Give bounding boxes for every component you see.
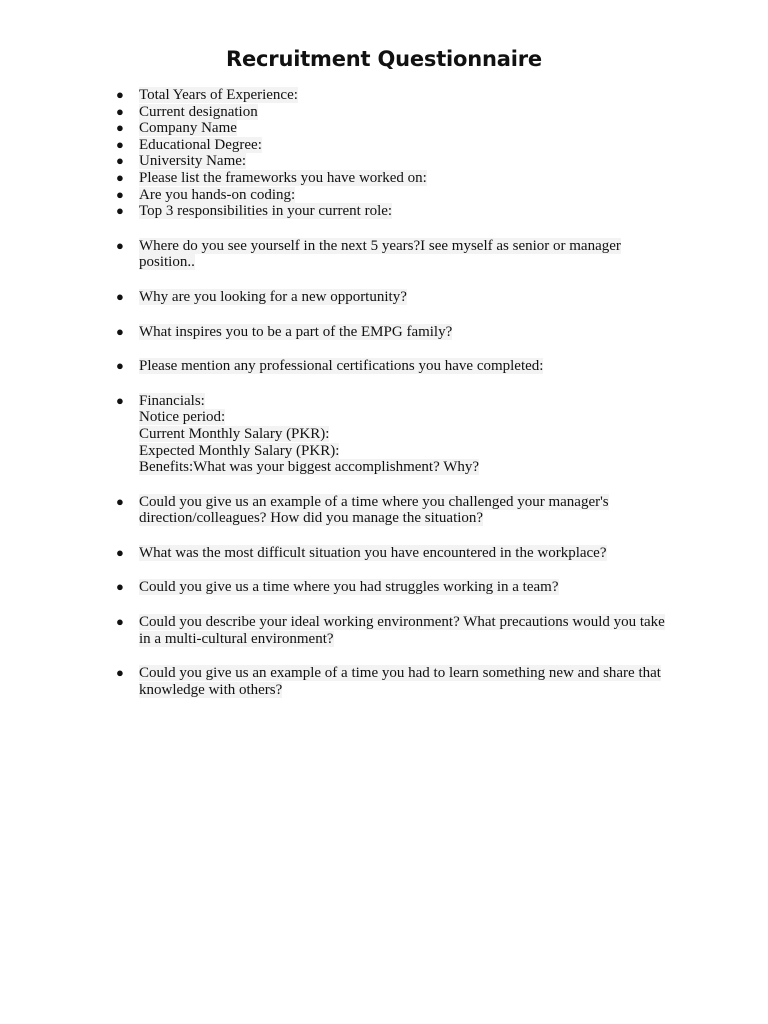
list-item [112,170,672,187]
list-item-text: Are you hands-on coding: [139,186,296,203]
list-item-text: Could you give us an example of a time where you challenged your manager's direction/colleagues? How did you manage the situation? [139,493,609,527]
list-item-text: Financials: [139,392,205,409]
bullet-icon: ● [116,614,124,630]
list-item-text: What inspires you to be a part of the EMPG family? [139,323,453,340]
list-item [112,579,672,596]
list-item [112,120,672,137]
list-item-text: Please list the frameworks you have worked on: [139,169,427,186]
list-item-text: Could you describe your ideal working environment? What precautions would you take in a multi-cultural environment? [139,614,665,647]
list-item-text: Total Years of Experience: [139,87,298,103]
bullet-icon: ● [116,579,124,595]
list-item [112,665,672,698]
list-item [112,545,672,562]
bullet-icon: ● [116,288,124,304]
list-item-text: Could you give us a time where you had struggles working in a team? [139,579,559,596]
bullet-icon: ● [116,87,124,102]
list-item-text: Why are you looking for a new opportunity? [139,288,407,305]
list-item-text: Benefits:What was your biggest accomplishment? Why? [139,459,480,476]
bullet-icon: ● [116,136,124,152]
list-item [112,393,672,476]
list-item-text: Notice period: [139,409,226,426]
bullet-icon: ● [116,237,124,253]
list-item [112,358,672,375]
list-item-text: Could you give us an example of a time you had to learn something new and share that knowledge with others? [139,665,661,698]
list-item [112,203,672,220]
list-item-text: Company Name [139,120,237,137]
list-item [112,87,672,104]
list-item [112,153,672,170]
bullet-icon: ● [116,323,124,339]
document-title: Recruitment Questionnaire [226,47,542,71]
list-item-text: Top 3 responsibilities in your current role: [139,203,393,220]
list-item [112,494,672,527]
list-item [112,238,672,271]
list-item [112,187,672,204]
list-item [112,104,672,121]
list-item-text: Current designation [139,103,258,120]
bullet-icon: ● [116,493,124,509]
bullet-icon: ● [116,153,124,169]
list-item-text: Educational Degree: [139,136,262,153]
bullet-icon: ● [116,665,124,681]
list-item-text: University Name: [139,153,247,170]
bullet-icon: ● [116,203,124,219]
bullet-icon: ● [116,103,124,119]
list-item-text: Please mention any professional certifications you have completed: [139,358,544,375]
bullet-icon: ● [116,186,124,202]
bullet-icon: ● [116,392,124,408]
list-item [112,289,672,306]
list-item [112,614,672,647]
list-item-text: Current Monthly Salary (PKR): [139,425,330,442]
list-item-text: Where do you see yourself in the next 5 years?I see myself as senior or manager position.. [139,237,621,271]
list-item-text: What was the most difficult situation you have encountered in the workplace? [139,544,607,561]
bullet-icon: ● [116,544,124,560]
bullet-icon: ● [116,120,124,136]
bullet-icon: ● [116,358,124,374]
question-list [112,87,672,698]
list-item-text: Expected Monthly Salary (PKR): [139,442,340,459]
list-item [112,137,672,154]
bullet-icon: ● [116,169,124,185]
document-body [112,87,672,698]
list-item [112,324,672,341]
